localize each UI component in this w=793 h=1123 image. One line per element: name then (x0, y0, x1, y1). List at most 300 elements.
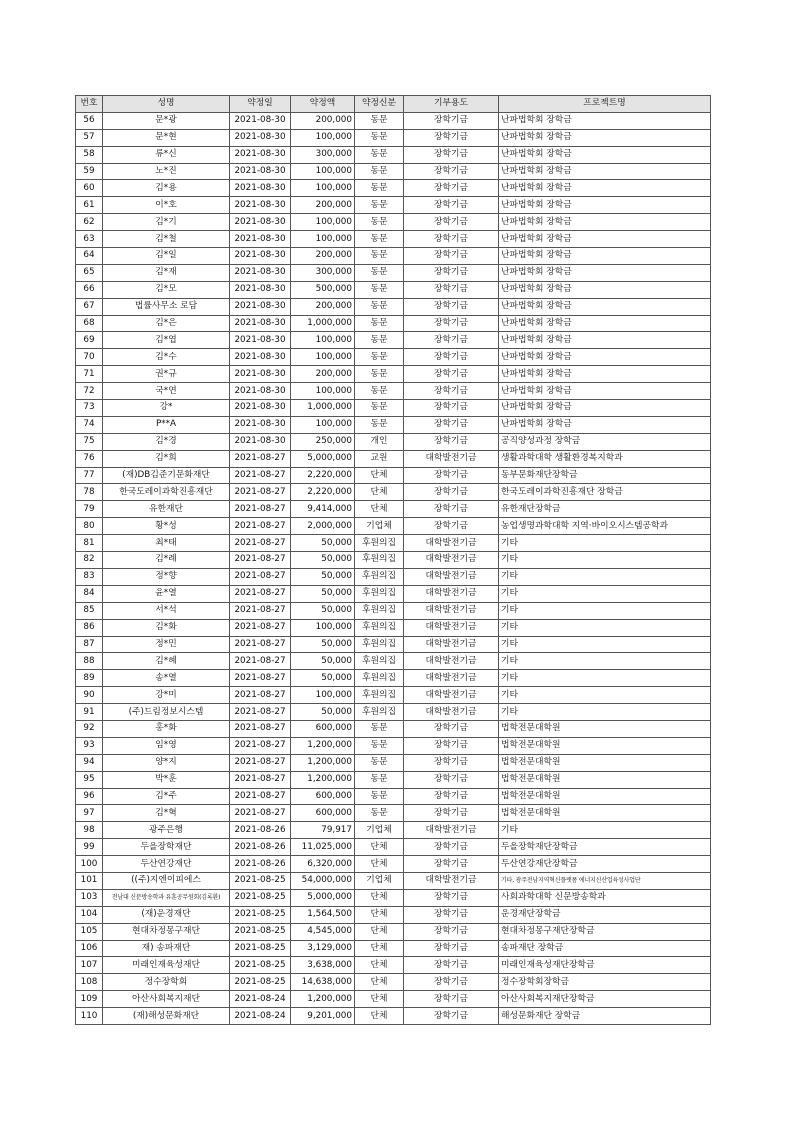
cell-pledge-date: 2021-08-27 (230, 450, 291, 467)
cell-pledger-status: 동문 (355, 366, 404, 383)
cell-project-name: 유한재단장학금 (499, 501, 711, 518)
cell-number: 57 (76, 129, 103, 146)
table-row (76, 467, 711, 484)
cell-pledge-amount: 3,129,000 (291, 940, 355, 957)
cell-number: 95 (76, 771, 103, 788)
cell-donation-purpose: 장학기금 (404, 518, 499, 535)
cell-number: 58 (76, 146, 103, 163)
cell-pledger-status: 후원의집 (355, 535, 404, 552)
cell-project-name: 난파법학회 장학금 (499, 400, 711, 417)
cell-donation-purpose: 대학발전기금 (404, 568, 499, 585)
cell-pledge-amount: 2,220,000 (291, 484, 355, 501)
cell-pledger-status: 후원의집 (355, 636, 404, 653)
cell-pledge-date: 2021-08-27 (230, 568, 291, 585)
cell-pledger-status: 동문 (355, 754, 404, 771)
cell-number: 106 (76, 940, 103, 957)
table-row (76, 754, 711, 771)
cell-project-name: 난파법학회 장학금 (499, 281, 711, 298)
cell-number: 91 (76, 704, 103, 721)
cell-pledge-date: 2021-08-30 (230, 231, 291, 248)
cell-donation-purpose: 장학기금 (404, 1008, 499, 1025)
cell-pledger-status: 후원의집 (355, 670, 404, 687)
cell-donation-purpose: 대학발전기금 (404, 687, 499, 704)
table-row (76, 433, 711, 450)
cell-pledge-amount: 4,545,000 (291, 923, 355, 940)
cell-pledge-date: 2021-08-24 (230, 1008, 291, 1025)
table-row (76, 737, 711, 754)
cell-name: 홍*화 (103, 720, 230, 737)
cell-donation-purpose: 대학발전기금 (404, 872, 499, 889)
cell-pledge-amount: 100,000 (291, 180, 355, 197)
cell-pledger-status: 동문 (355, 805, 404, 822)
cell-pledger-status: 동문 (355, 146, 404, 163)
cell-project-name: 기타 (499, 619, 711, 636)
cell-pledge-date: 2021-08-25 (230, 974, 291, 991)
table-row (76, 180, 711, 197)
table-row (76, 619, 711, 636)
cell-pledger-status: 후원의집 (355, 704, 404, 721)
cell-donation-purpose: 장학기금 (404, 771, 499, 788)
cell-project-name: 난파법학회 장학금 (499, 214, 711, 231)
cell-pledge-date: 2021-08-27 (230, 636, 291, 653)
table-row (76, 805, 711, 822)
cell-number: 61 (76, 197, 103, 214)
cell-number: 83 (76, 568, 103, 585)
cell-pledger-status: 후원의집 (355, 619, 404, 636)
cell-number: 84 (76, 585, 103, 602)
cell-name: 김*경 (103, 433, 230, 450)
cell-pledge-date: 2021-08-25 (230, 923, 291, 940)
table-row (76, 670, 711, 687)
cell-pledge-date: 2021-08-30 (230, 197, 291, 214)
cell-project-name: 난파법학회 장학금 (499, 264, 711, 281)
cell-project-name: 기타 (499, 636, 711, 653)
cell-project-name: 한국도레이과학진흥재단 장학금 (499, 484, 711, 501)
cell-pledge-amount: 100,000 (291, 383, 355, 400)
cell-donation-purpose: 대학발전기금 (404, 653, 499, 670)
table-row (76, 214, 711, 231)
cell-donation-purpose: 대학발전기금 (404, 822, 499, 839)
cell-name: P**A (103, 416, 230, 433)
cell-name: 김*희 (103, 450, 230, 467)
cell-name: 임*영 (103, 737, 230, 754)
cell-number: 109 (76, 991, 103, 1008)
cell-pledge-date: 2021-08-27 (230, 518, 291, 535)
cell-project-name: 난파법학회 장학금 (499, 231, 711, 248)
cell-pledge-amount: 6,320,000 (291, 856, 355, 873)
cell-pledge-amount: 100,000 (291, 214, 355, 231)
cell-pledge-date: 2021-08-30 (230, 400, 291, 417)
cell-pledge-amount: 11,025,000 (291, 839, 355, 856)
cell-pledge-date: 2021-08-27 (230, 771, 291, 788)
cell-name: 광주은행 (103, 822, 230, 839)
cell-donation-purpose: 장학기금 (404, 906, 499, 923)
cell-pledge-amount: 100,000 (291, 332, 355, 349)
cell-number: 86 (76, 619, 103, 636)
cell-pledge-amount: 100,000 (291, 687, 355, 704)
table-row (76, 366, 711, 383)
cell-pledge-date: 2021-08-30 (230, 163, 291, 180)
table-row (76, 484, 711, 501)
cell-number: 70 (76, 349, 103, 366)
cell-pledger-status: 동문 (355, 349, 404, 366)
cell-project-name: 현대차정몽구재단장학금 (499, 923, 711, 940)
cell-project-name: 법학전문대학원 (499, 720, 711, 737)
cell-project-name: 기타 (499, 670, 711, 687)
cell-pledger-status: 개인 (355, 433, 404, 450)
cell-number: 87 (76, 636, 103, 653)
cell-donation-purpose: 장학기금 (404, 416, 499, 433)
cell-project-name: 기타 (499, 568, 711, 585)
cell-pledge-date: 2021-08-27 (230, 754, 291, 771)
cell-name: 김*엽 (103, 332, 230, 349)
cell-project-name: 두을장학재단장학금 (499, 839, 711, 856)
cell-pledger-status: 동문 (355, 298, 404, 315)
cell-number: 104 (76, 906, 103, 923)
table-row (76, 400, 711, 417)
cell-pledge-date: 2021-08-27 (230, 704, 291, 721)
cell-project-name: 생활과학대학 생활환경복지학과 (499, 450, 711, 467)
cell-donation-purpose: 장학기금 (404, 248, 499, 265)
cell-pledge-amount: 50,000 (291, 704, 355, 721)
cell-pledger-status: 단체 (355, 991, 404, 1008)
cell-pledge-amount: 50,000 (291, 552, 355, 569)
cell-project-name: 법학전문대학원 (499, 771, 711, 788)
cell-donation-purpose: 장학기금 (404, 923, 499, 940)
cell-pledge-amount: 100,000 (291, 416, 355, 433)
cell-name: 박*훈 (103, 771, 230, 788)
cell-project-name: 법학전문대학원 (499, 737, 711, 754)
table-row (76, 653, 711, 670)
cell-name: 류*신 (103, 146, 230, 163)
cell-pledger-status: 동문 (355, 416, 404, 433)
cell-number: 100 (76, 856, 103, 873)
cell-donation-purpose: 장학기금 (404, 163, 499, 180)
cell-number: 77 (76, 467, 103, 484)
cell-pledger-status: 동문 (355, 720, 404, 737)
cell-pledger-status: 단체 (355, 839, 404, 856)
cell-project-name: 난파법학회 장학금 (499, 416, 711, 433)
table-row (76, 923, 711, 940)
cell-project-name: 두산연강재단장학금 (499, 856, 711, 873)
cell-number: 107 (76, 957, 103, 974)
cell-donation-purpose: 장학기금 (404, 366, 499, 383)
cell-name: 김*화 (103, 619, 230, 636)
cell-name: 한국도레이과학진흥재단 (103, 484, 230, 501)
cell-project-name: 동부문화재단장학금 (499, 467, 711, 484)
cell-name: 양*지 (103, 754, 230, 771)
cell-pledge-date: 2021-08-30 (230, 332, 291, 349)
cell-name: 서*석 (103, 602, 230, 619)
cell-project-name: 기타, 광주전남지역혁신플랫폼 에너지신산업육성사업단 (499, 872, 711, 889)
cell-project-name: 기타 (499, 822, 711, 839)
cell-name: 김*은 (103, 315, 230, 332)
cell-donation-purpose: 대학발전기금 (404, 704, 499, 721)
table-row (76, 298, 711, 315)
cell-name: 김*일 (103, 248, 230, 265)
cell-pledge-date: 2021-08-30 (230, 146, 291, 163)
table-row (76, 991, 711, 1008)
cell-number: 60 (76, 180, 103, 197)
cell-name: 정*향 (103, 568, 230, 585)
cell-pledge-amount: 1,000,000 (291, 315, 355, 332)
cell-donation-purpose: 대학발전기금 (404, 602, 499, 619)
cell-number: 80 (76, 518, 103, 535)
header-pledge-date: 약정일 (230, 96, 291, 113)
cell-name: 문*현 (103, 129, 230, 146)
cell-name: 김*혜 (103, 653, 230, 670)
cell-number: 93 (76, 737, 103, 754)
cell-name: 강* (103, 400, 230, 417)
cell-donation-purpose: 장학기금 (404, 231, 499, 248)
cell-number: 101 (76, 872, 103, 889)
cell-donation-purpose: 장학기금 (404, 214, 499, 231)
cell-number: 88 (76, 653, 103, 670)
cell-number: 99 (76, 839, 103, 856)
cell-donation-purpose: 장학기금 (404, 991, 499, 1008)
cell-number: 79 (76, 501, 103, 518)
cell-name: (재)해성문화재단 (103, 1008, 230, 1025)
cell-project-name: 기타 (499, 602, 711, 619)
cell-donation-purpose: 장학기금 (404, 788, 499, 805)
cell-pledge-amount: 9,414,000 (291, 501, 355, 518)
cell-name: 정수장학회 (103, 974, 230, 991)
cell-pledge-amount: 200,000 (291, 248, 355, 265)
cell-project-name: 기타 (499, 704, 711, 721)
cell-project-name: 난파법학회 장학금 (499, 248, 711, 265)
table-row (76, 112, 711, 129)
cell-name: 강*미 (103, 687, 230, 704)
cell-name: 노*진 (103, 163, 230, 180)
cell-pledge-amount: 5,000,000 (291, 450, 355, 467)
cell-donation-purpose: 장학기금 (404, 146, 499, 163)
cell-pledge-amount: 5,000,000 (291, 889, 355, 906)
cell-pledge-amount: 600,000 (291, 805, 355, 822)
header-name: 성명 (103, 96, 230, 113)
cell-project-name: 공직양성과정 장학금 (499, 433, 711, 450)
cell-pledge-date: 2021-08-30 (230, 349, 291, 366)
cell-number: 62 (76, 214, 103, 231)
cell-donation-purpose: 장학기금 (404, 264, 499, 281)
table-row (76, 889, 711, 906)
cell-donation-purpose: 장학기금 (404, 383, 499, 400)
cell-project-name: 난파법학회 장학금 (499, 180, 711, 197)
cell-donation-purpose: 장학기금 (404, 433, 499, 450)
cell-pledge-amount: 50,000 (291, 602, 355, 619)
cell-pledger-status: 동문 (355, 231, 404, 248)
cell-pledge-amount: 1,200,000 (291, 991, 355, 1008)
cell-project-name: 난파법학회 장학금 (499, 112, 711, 129)
cell-name: 법률사무소 로담 (103, 298, 230, 315)
cell-pledger-status: 기업체 (355, 822, 404, 839)
table-row (76, 383, 711, 400)
cell-project-name: 법학전문대학원 (499, 805, 711, 822)
table-row (76, 602, 711, 619)
cell-pledge-date: 2021-08-25 (230, 957, 291, 974)
cell-number: 74 (76, 416, 103, 433)
cell-pledger-status: 단체 (355, 906, 404, 923)
cell-pledge-date: 2021-08-27 (230, 467, 291, 484)
cell-pledge-date: 2021-08-30 (230, 315, 291, 332)
cell-project-name: 난파법학회 장학금 (499, 146, 711, 163)
cell-name: 재) 송파재단 (103, 940, 230, 957)
cell-donation-purpose: 장학기금 (404, 839, 499, 856)
cell-donation-purpose: 장학기금 (404, 298, 499, 315)
header-pledger-status: 약정신분 (355, 96, 404, 113)
cell-pledger-status: 교원 (355, 450, 404, 467)
cell-pledger-status: 동문 (355, 248, 404, 265)
cell-pledge-date: 2021-08-25 (230, 889, 291, 906)
cell-name: 김*혁 (103, 805, 230, 822)
table-row (76, 146, 711, 163)
cell-pledger-status: 동문 (355, 315, 404, 332)
cell-pledge-amount: 250,000 (291, 433, 355, 450)
cell-name: 국*연 (103, 383, 230, 400)
cell-donation-purpose: 장학기금 (404, 957, 499, 974)
cell-project-name: 난파법학회 장학금 (499, 163, 711, 180)
cell-donation-purpose: 장학기금 (404, 315, 499, 332)
cell-project-name: 난파법학회 장학금 (499, 197, 711, 214)
cell-number: 103 (76, 889, 103, 906)
cell-pledge-amount: 50,000 (291, 568, 355, 585)
cell-donation-purpose: 장학기금 (404, 400, 499, 417)
cell-pledge-date: 2021-08-27 (230, 788, 291, 805)
cell-project-name: 미래인재육성재단장학금 (499, 957, 711, 974)
cell-number: 75 (76, 433, 103, 450)
cell-pledge-date: 2021-08-25 (230, 906, 291, 923)
cell-pledge-amount: 100,000 (291, 129, 355, 146)
table-row (76, 856, 711, 873)
cell-name: 아산사회복지재단 (103, 991, 230, 1008)
cell-pledge-date: 2021-08-27 (230, 501, 291, 518)
cell-project-name: 농업생명과학대학 지역·바이오시스템공학과 (499, 518, 711, 535)
cell-number: 108 (76, 974, 103, 991)
cell-pledge-date: 2021-08-27 (230, 585, 291, 602)
cell-donation-purpose: 장학기금 (404, 467, 499, 484)
cell-donation-purpose: 대학발전기금 (404, 619, 499, 636)
cell-pledger-status: 동문 (355, 788, 404, 805)
cell-donation-purpose: 장학기금 (404, 281, 499, 298)
cell-pledger-status: 동문 (355, 771, 404, 788)
cell-number: 66 (76, 281, 103, 298)
cell-project-name: 난파법학회 장학금 (499, 383, 711, 400)
cell-pledge-date: 2021-08-30 (230, 129, 291, 146)
cell-pledge-amount: 300,000 (291, 146, 355, 163)
cell-project-name: 아산사회복지재단장학금 (499, 991, 711, 1008)
table-row (76, 720, 711, 737)
cell-name: 두을장학재단 (103, 839, 230, 856)
cell-pledge-amount: 50,000 (291, 535, 355, 552)
cell-pledge-date: 2021-08-30 (230, 180, 291, 197)
table-row (76, 974, 711, 991)
cell-name: 황*성 (103, 518, 230, 535)
table-row (76, 501, 711, 518)
cell-number: 98 (76, 822, 103, 839)
cell-pledge-amount: 600,000 (291, 720, 355, 737)
cell-pledge-amount: 1,200,000 (291, 737, 355, 754)
cell-pledge-amount: 200,000 (291, 197, 355, 214)
cell-name: 문*광 (103, 112, 230, 129)
cell-project-name: 난파법학회 장학금 (499, 315, 711, 332)
table-row (76, 163, 711, 180)
cell-pledge-amount: 14,638,000 (291, 974, 355, 991)
cell-pledge-date: 2021-08-30 (230, 281, 291, 298)
cell-pledger-status: 단체 (355, 974, 404, 991)
cell-project-name: 기타 (499, 552, 711, 569)
cell-pledge-amount: 50,000 (291, 653, 355, 670)
table-row (76, 1008, 711, 1025)
cell-pledger-status: 단체 (355, 856, 404, 873)
cell-project-name: 정수장학회장학금 (499, 974, 711, 991)
table-row (76, 687, 711, 704)
cell-pledger-status: 동문 (355, 383, 404, 400)
cell-pledge-date: 2021-08-30 (230, 433, 291, 450)
cell-name: 권*규 (103, 366, 230, 383)
header-pledge-amount: 약정액 (291, 96, 355, 113)
table-row (76, 231, 711, 248)
table-row (76, 129, 711, 146)
cell-number: 110 (76, 1008, 103, 1025)
cell-pledge-date: 2021-08-27 (230, 737, 291, 754)
cell-name: (재)운경재단 (103, 906, 230, 923)
cell-project-name: 사회과학대학 신문방송학과 (499, 889, 711, 906)
cell-donation-purpose: 장학기금 (404, 737, 499, 754)
cell-donation-purpose: 대학발전기금 (404, 552, 499, 569)
cell-pledge-amount: 600,000 (291, 788, 355, 805)
cell-donation-purpose: 장학기금 (404, 940, 499, 957)
cell-name: 송*열 (103, 670, 230, 687)
cell-pledge-amount: 200,000 (291, 112, 355, 129)
table-row (76, 535, 711, 552)
cell-number: 96 (76, 788, 103, 805)
cell-pledge-date: 2021-08-27 (230, 484, 291, 501)
cell-number: 81 (76, 535, 103, 552)
cell-pledge-amount: 100,000 (291, 163, 355, 180)
table-body (76, 112, 711, 1024)
cell-number: 85 (76, 602, 103, 619)
cell-pledger-status: 단체 (355, 940, 404, 957)
cell-name: 김*주 (103, 788, 230, 805)
cell-pledger-status: 동문 (355, 163, 404, 180)
cell-name: 김*례 (103, 552, 230, 569)
cell-name: 두산연강재단 (103, 856, 230, 873)
cell-donation-purpose: 장학기금 (404, 856, 499, 873)
cell-number: 78 (76, 484, 103, 501)
table-row (76, 906, 711, 923)
table-row (76, 518, 711, 535)
cell-donation-purpose: 장학기금 (404, 197, 499, 214)
cell-pledge-amount: 79,917 (291, 822, 355, 839)
table-row (76, 248, 711, 265)
cell-number: 56 (76, 112, 103, 129)
table-row (76, 416, 711, 433)
cell-pledge-amount: 2,220,000 (291, 467, 355, 484)
cell-number: 64 (76, 248, 103, 265)
cell-pledger-status: 동문 (355, 737, 404, 754)
cell-name: 김*모 (103, 281, 230, 298)
cell-pledge-date: 2021-08-25 (230, 872, 291, 889)
table-row (76, 788, 711, 805)
cell-pledger-status: 단체 (355, 1008, 404, 1025)
cell-pledger-status: 동문 (355, 214, 404, 231)
donation-table (75, 95, 711, 1025)
cell-donation-purpose: 대학발전기금 (404, 636, 499, 653)
cell-name: 김*용 (103, 180, 230, 197)
cell-pledger-status: 후원의집 (355, 602, 404, 619)
cell-donation-purpose: 장학기금 (404, 180, 499, 197)
cell-pledge-date: 2021-08-26 (230, 839, 291, 856)
cell-pledge-date: 2021-08-25 (230, 940, 291, 957)
